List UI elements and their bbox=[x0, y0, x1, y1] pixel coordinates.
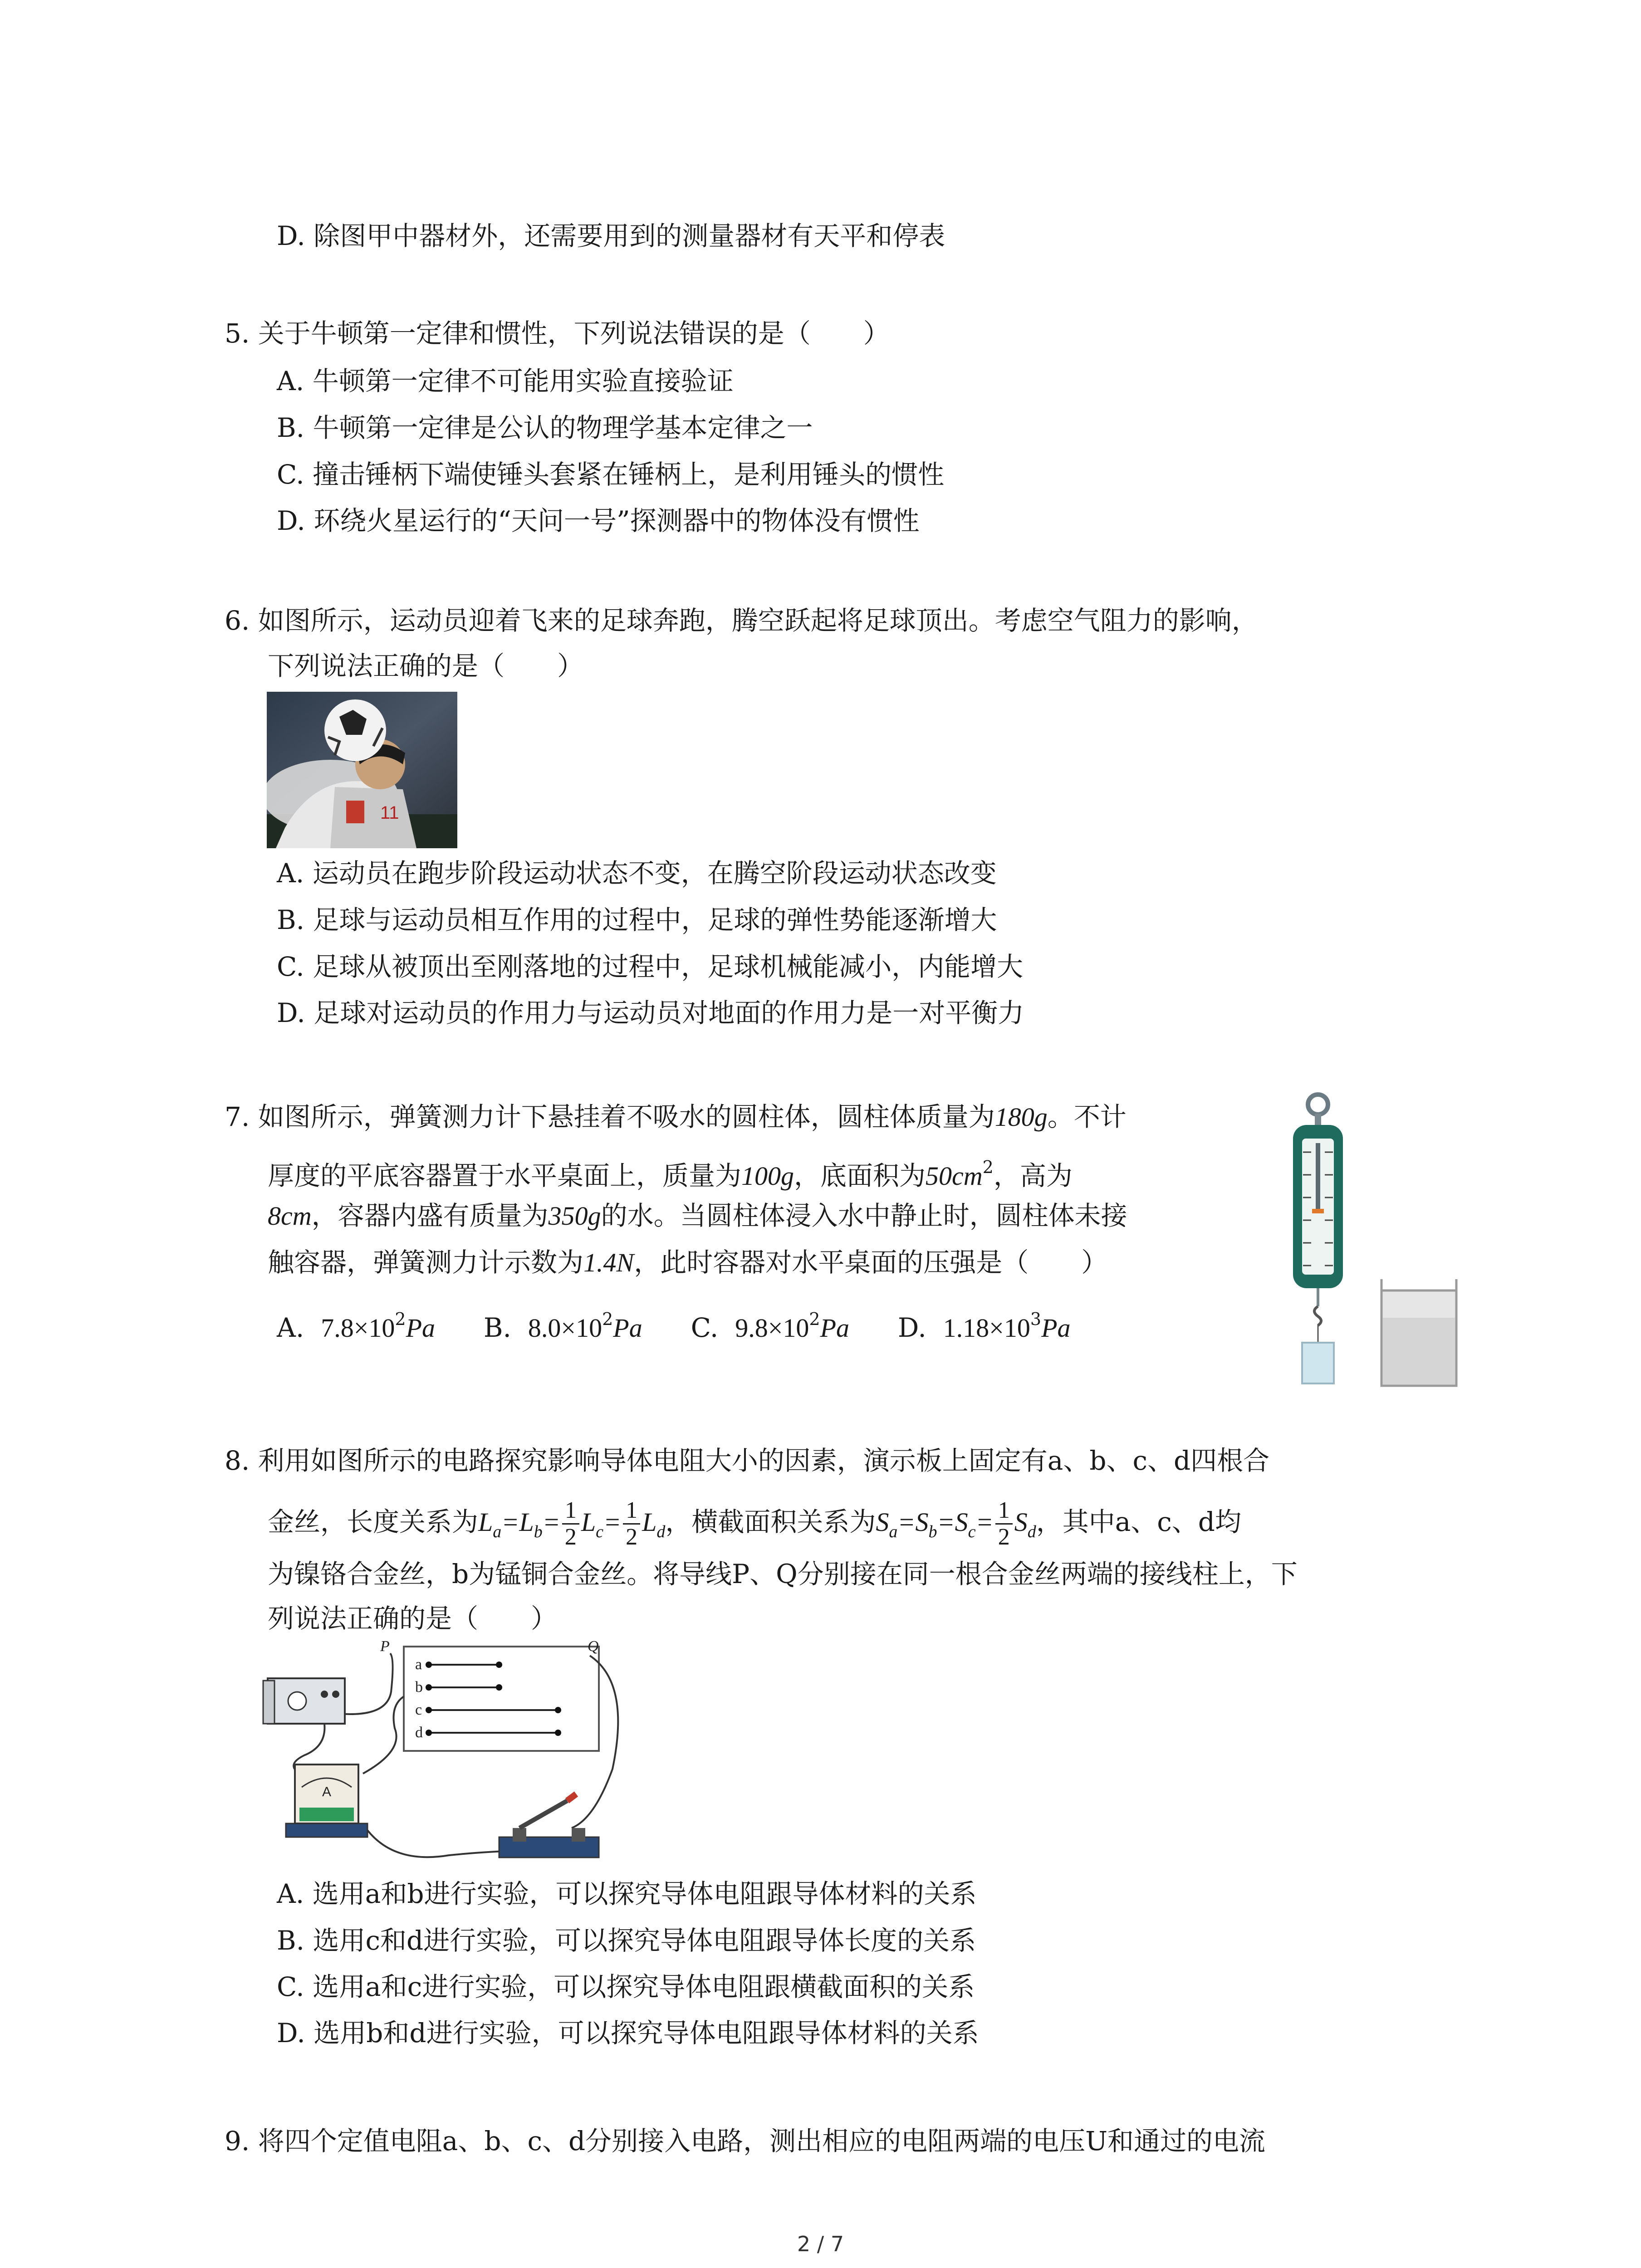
q7-option-b-exponent: 2 bbox=[602, 1309, 613, 1329]
q7-text: 。不计 bbox=[1047, 1101, 1127, 1132]
q7-option-d-value: 1.18×10 bbox=[943, 1313, 1030, 1343]
q6-option-b: B. 足球与运动员相互作用的过程中，足球的弹性势能逐渐增大 bbox=[277, 904, 997, 935]
q8-fraction-num: 1 bbox=[623, 1498, 640, 1525]
q8-stem-line1: 8. 利用如图所示的电路探究影响导体电阻大小的因素，演示板上固定有a、b、c、d四根合 bbox=[225, 1445, 1270, 1476]
q8-option-c: C. 选用a和c进行实验，可以探究导体电阻跟横截面积的关系 bbox=[277, 1971, 975, 2002]
q8-option-b: B. 选用c和d进行实验，可以探究导体电阻跟导体长度的关系 bbox=[277, 1925, 976, 1956]
q8-fraction bbox=[623, 1498, 640, 1550]
q7-option-a-unit: Pa bbox=[406, 1313, 436, 1343]
q7-text: ，容器内盛有质量为 bbox=[311, 1200, 549, 1231]
q7-text: ，高为 bbox=[993, 1160, 1073, 1191]
q7-text: ，此时容器对水平桌面的压强是（ ） bbox=[634, 1247, 1108, 1278]
q5-option-c: C. 撞击锤柄下端使锤头套紧在锤柄上，是利用锤头的惯性 bbox=[277, 459, 945, 490]
q7-stem-line2 bbox=[268, 1149, 1073, 1194]
q7-option-c-unit: Pa bbox=[820, 1313, 850, 1343]
q7-text: 厚度的平底容器置于水平桌面上，质量为 bbox=[268, 1160, 742, 1191]
q8-text: 金丝，长度关系为 bbox=[268, 1506, 479, 1537]
q8-stem-line2: 金丝，长度关系为$L_a=L_b=$ $\frac{1}{2}$ $L_c=$ $\frac{1}{2}$ $L_d$，横截面积关系为$S_a=S_b=S_c=$ $\frac{1}{2}$ $S_d$，其中a、c、d均 bbox=[268, 1497, 1241, 1550]
q7-mass-cylinder: 180g bbox=[994, 1102, 1048, 1132]
page-number: 2 / 7 bbox=[797, 2232, 844, 2256]
lead-label-p: P bbox=[380, 1638, 390, 1655]
q5-option-b: B. 牛顿第一定律是公认的物理学基本定律之一 bbox=[277, 412, 813, 443]
q6-option-d: D. 足球对运动员的作用力与运动员对地面的作用力是一对平衡力 bbox=[277, 997, 1024, 1028]
q8-stem-line3: 为镍铬合金丝，b为锰铜合金丝。将导线P、Q分别接在同一根合金丝两端的接线柱上，下 bbox=[268, 1559, 1298, 1589]
q8-fraction bbox=[562, 1498, 579, 1550]
q7-options-row bbox=[277, 1301, 1071, 1346]
q8-fraction bbox=[995, 1498, 1013, 1550]
q4-option-d: D. 除图甲中器材外，还需要用到的测量器材有天平和停表 bbox=[277, 220, 945, 251]
q6-stem-line2: 下列说法正确的是（ ） bbox=[268, 650, 584, 681]
q7-option-c-exponent: 2 bbox=[809, 1309, 820, 1329]
spring-scale-figure bbox=[1288, 1089, 1461, 1388]
q5-option-a: A. 牛顿第一定律不可能用实验直接验证 bbox=[277, 366, 734, 396]
ammeter-label: A bbox=[322, 1784, 332, 1799]
circuit-figure bbox=[259, 1637, 635, 1873]
q7-option-a-label: A. bbox=[277, 1312, 304, 1343]
q8-stem-line4: 列说法正确的是（ ） bbox=[268, 1603, 558, 1634]
q6-option-c: C. 足球从被顶出至刚落地的过程中，足球机械能减小，内能增大 bbox=[277, 951, 1024, 982]
q7-option-c-label: C. bbox=[691, 1312, 719, 1343]
q8-fraction-den: 2 bbox=[626, 1524, 638, 1550]
q7-option-a-value: 7.8×10 bbox=[321, 1313, 395, 1343]
q6-option-a: A. 运动员在跑步阶段运动状态不变，在腾空阶段运动状态改变 bbox=[277, 858, 997, 889]
q9-stem: 9. 将四个定值电阻a、b、c、d分别接入电路，测出相应的电阻两端的电压U和通过的电流 bbox=[225, 2126, 1265, 2156]
wire-label-d: d bbox=[415, 1724, 423, 1741]
q7-option-c-value: 9.8×10 bbox=[735, 1313, 809, 1343]
lead-label-q: Q bbox=[588, 1638, 599, 1655]
q7-area: 50cm bbox=[926, 1161, 983, 1191]
q7-option-a-exponent: 2 bbox=[395, 1309, 406, 1329]
q7-stem-line3 bbox=[268, 1198, 1127, 1234]
q7-stem-line4 bbox=[268, 1244, 1107, 1281]
wire-label-b: b bbox=[415, 1679, 423, 1696]
q7-area-exponent: 2 bbox=[982, 1157, 994, 1177]
q8-option-a: A. 选用a和b进行实验，可以探究导体电阻跟导体材料的关系 bbox=[277, 1878, 977, 1909]
wire-label-a: a bbox=[415, 1656, 422, 1673]
wire-label-c: c bbox=[415, 1701, 422, 1718]
q7-option-b-value: 8.0×10 bbox=[528, 1313, 603, 1343]
q8-text: ，其中a、c、d均 bbox=[1036, 1506, 1241, 1537]
q7-option-d-exponent: 3 bbox=[1030, 1309, 1042, 1329]
q5-option-d: D. 环绕火星运行的“天问一号”探测器中的物体没有惯性 bbox=[277, 505, 920, 536]
q7-text: 的水。当圆柱体浸入水中静止时，圆柱体未接 bbox=[601, 1200, 1127, 1231]
q7-option-b-label: B. bbox=[483, 1312, 511, 1343]
q7-option-d-label: D. bbox=[897, 1312, 926, 1343]
q7-mass-water: 350g bbox=[548, 1201, 601, 1231]
q8-text: ，横截面积关系为 bbox=[665, 1506, 876, 1537]
q8-option-d: D. 选用b和d进行实验，可以探究导体电阻跟导体材料的关系 bbox=[277, 2018, 979, 2048]
q7-height: 8cm bbox=[268, 1201, 312, 1231]
q7-text: 7. 如图所示，弹簧测力计下悬挂着不吸水的圆柱体，圆柱体质量为 bbox=[225, 1101, 995, 1132]
q7-text: 触容器，弹簧测力计示数为 bbox=[268, 1247, 584, 1278]
q7-option-d-unit: Pa bbox=[1041, 1313, 1071, 1343]
q7-option-b-unit: Pa bbox=[613, 1313, 642, 1343]
q5-stem: 5. 关于牛顿第一定律和惯性，下列说法错误的是（ ） bbox=[225, 318, 890, 349]
q7-mass-container: 100g bbox=[741, 1161, 794, 1191]
q8-fraction-num: 1 bbox=[995, 1498, 1013, 1525]
q7-stem-line1 bbox=[225, 1099, 1127, 1135]
q8-fraction-den: 2 bbox=[564, 1524, 577, 1550]
q8-fraction-den: 2 bbox=[998, 1524, 1010, 1550]
soccer-header-photo bbox=[267, 692, 457, 848]
q6-stem-line1: 6. 如图所示，运动员迎着飞来的足球奔跑，腾空跃起将足球顶出。考虑空气阻力的影响， bbox=[225, 605, 1258, 636]
q8-fraction-num: 1 bbox=[562, 1498, 579, 1525]
jersey-number: 11 bbox=[380, 803, 399, 823]
q7-reading: 1.4N bbox=[583, 1248, 634, 1277]
q7-text: ，底面积为 bbox=[794, 1160, 926, 1191]
